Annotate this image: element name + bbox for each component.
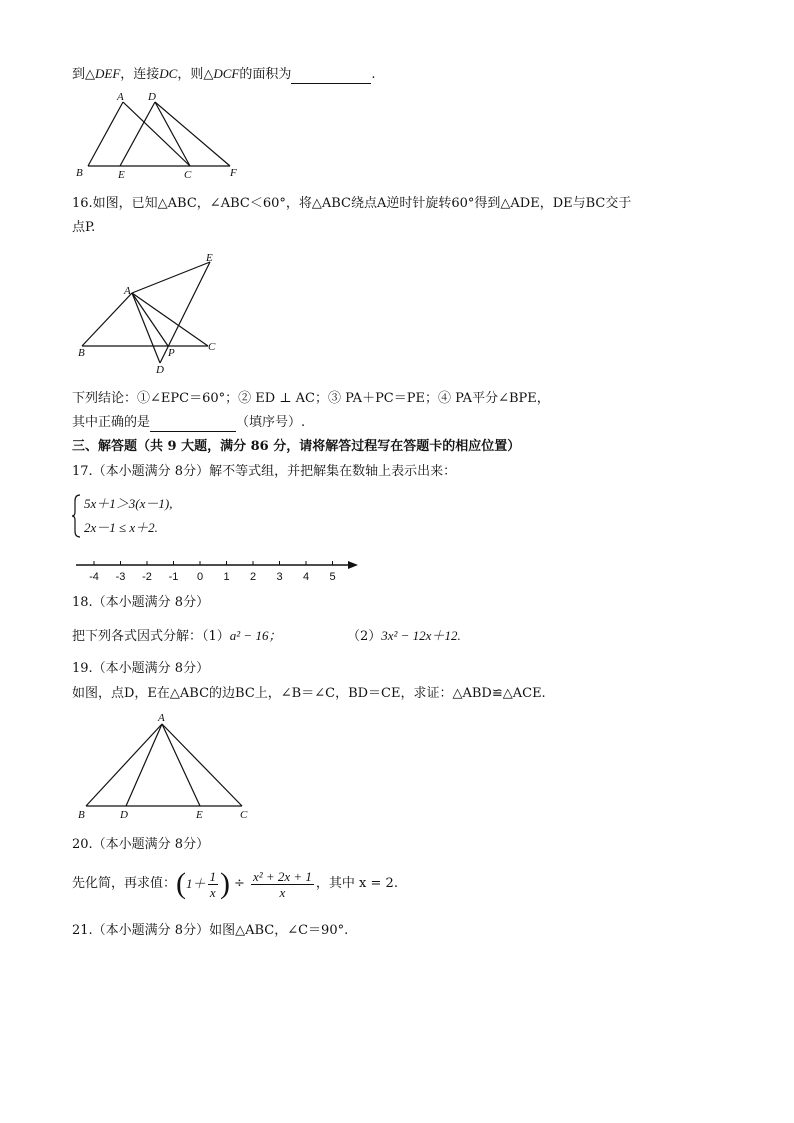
q15-tail-line [72, 65, 376, 84]
fig16-label-b: B [78, 347, 85, 359]
fig19-label-e: E [196, 809, 203, 821]
q20-fraction-1-numerator: 1 [209, 868, 217, 884]
fig15-edge-ed [120, 102, 155, 166]
q17-inequality-system [72, 493, 272, 541]
q18-heading: 18.（本小题满分 8分） [72, 595, 210, 610]
q19-heading: 19.（本小题满分 8分） [72, 661, 210, 676]
fig19-edge-ae [162, 724, 200, 806]
fig15-label-e: E [118, 169, 125, 180]
q15-text-connect: ，连接 [120, 67, 160, 82]
fig16-edge-ac [132, 293, 208, 346]
q16-conclusions-line1: 下列结论：①∠EPC＝60°；② ED ⊥ AC；③ PA＋PC＝PE；④ PA平分∠BPE， [72, 391, 550, 406]
q20-fraction-2 [251, 869, 314, 900]
q20-divide-sign: ÷ [234, 876, 245, 891]
section-3-heading: 三、解答题（共 9 大题，满分 86 分，请将解答过程写在答题卡的相应位置） [72, 439, 521, 454]
q20-fraction-2-numerator: x² + 2x + 1 [252, 868, 312, 884]
q18-prefix: 把下列各式因式分解：（1） [72, 629, 230, 644]
q16-stem-line1: 16.如图，已知△ABC，∠ABC＜60°，将△ABC绕点A逆时针旋转60°得到△ADE，DE与BC交于 [72, 196, 632, 211]
q19-body: 如图，点D，E在△ABC的边BC上，∠B＝∠C，BD＝CE，求证：△ABD≌△ACE. [72, 686, 546, 701]
number-line-tick-label: 3 [276, 571, 283, 583]
fig15-label-f: F [230, 167, 237, 179]
q15-text-prefix: 到△ [72, 67, 95, 82]
fig19-label-d: D [120, 809, 128, 821]
q18-body [72, 627, 461, 646]
q20-heading: 20.（本小题满分 8分） [72, 837, 210, 852]
figure-19-triangle [72, 710, 262, 825]
q20-fraction-1 [208, 869, 219, 900]
fig19-edge-ad [126, 724, 162, 806]
q16-conclusions-line2 [72, 414, 305, 432]
q21-stem: 21.（本小题满分 8分）如图△ABC，∠C＝90°. [72, 923, 349, 938]
q15-segment-dc: DC [159, 66, 178, 81]
fig16-label-a: A [124, 285, 131, 297]
figure-15-triangles [70, 90, 250, 180]
number-line-tick-label: -3 [115, 571, 126, 583]
fig15-edge-df [155, 102, 230, 166]
fig19-edge-ac [162, 724, 242, 806]
q16-answer-suffix: （填序号）. [236, 415, 306, 430]
fig15-edge-ba [88, 102, 123, 166]
q18-expression-1: a² − 16； [229, 628, 282, 643]
q15-answer-blank [291, 83, 371, 84]
number-line [72, 558, 362, 588]
q17-inequality-2: 2x－1 ≤ x＋2. [84, 520, 158, 535]
fig19-edge-ab [86, 724, 162, 806]
left-paren-icon: ( [176, 867, 187, 900]
fig16-label-c: C [208, 341, 216, 353]
number-line-tick-label: 2 [249, 571, 257, 583]
q17-inequality-1: 5x＋1＞3(x－1), [84, 496, 173, 511]
q16-answer-blank [150, 431, 236, 432]
fig15-edge-dc [155, 102, 190, 166]
fig19-label-a: A [158, 712, 165, 724]
arrow-right-icon [348, 561, 358, 569]
q20-fraction-2-denominator: x [279, 884, 286, 900]
left-brace-icon [72, 493, 82, 539]
number-line-tick-label: -1 [168, 571, 179, 583]
q15-text-area: 的面积为 [239, 67, 292, 82]
q18-expression-2: 3x² − 12x＋12. [381, 628, 461, 643]
q17-stem: 17.（本小题满分 8分）解不等式组，并把解集在数轴上表示出来： [72, 464, 457, 479]
q15-period: . [371, 67, 376, 82]
number-line-tick-label: 4 [302, 571, 310, 583]
number-line-tick-label: -4 [89, 571, 99, 583]
number-line-tick-label: 5 [329, 571, 336, 583]
fig16-edge-ae [132, 262, 210, 293]
q20-prefix: 先化简，再求值： [72, 876, 177, 891]
fig16-label-d: D [156, 364, 164, 375]
q16-stem-line2: 点P. [72, 220, 96, 235]
q20-one-plus: 1＋ [186, 876, 206, 891]
fig15-label-d: D [148, 91, 156, 103]
fig15-label-c: C [184, 169, 192, 180]
q20-fraction-1-denominator: x [209, 884, 216, 900]
q15-triangle-dcf: DCF [213, 66, 240, 81]
fig16-label-e: E [206, 252, 213, 264]
number-line-tick-label: 0 [196, 571, 204, 583]
fig15-label-a: A [117, 91, 124, 103]
q18-part-2-label: （2） [353, 629, 382, 644]
fig16-label-p: P [168, 347, 175, 359]
figure-16-rotation [70, 250, 230, 375]
q20-suffix: ，其中 x = 2. [315, 876, 398, 891]
right-paren-icon: ) [220, 867, 231, 900]
q16-answer-prefix: 其中正确的是 [72, 415, 151, 430]
fig16-edge-ab [82, 293, 132, 346]
fig15-label-b: B [76, 167, 83, 179]
q20-body [72, 866, 398, 903]
fig15-edge-ac [123, 102, 190, 166]
number-line-tick-label: 1 [223, 571, 230, 583]
fig19-label-c: C [240, 809, 248, 821]
number-line-tick-label: -2 [142, 571, 152, 583]
q15-text-then: ，则△ [177, 67, 214, 82]
fig19-label-b: B [78, 809, 85, 821]
q15-triangle-def: DEF [95, 66, 121, 81]
